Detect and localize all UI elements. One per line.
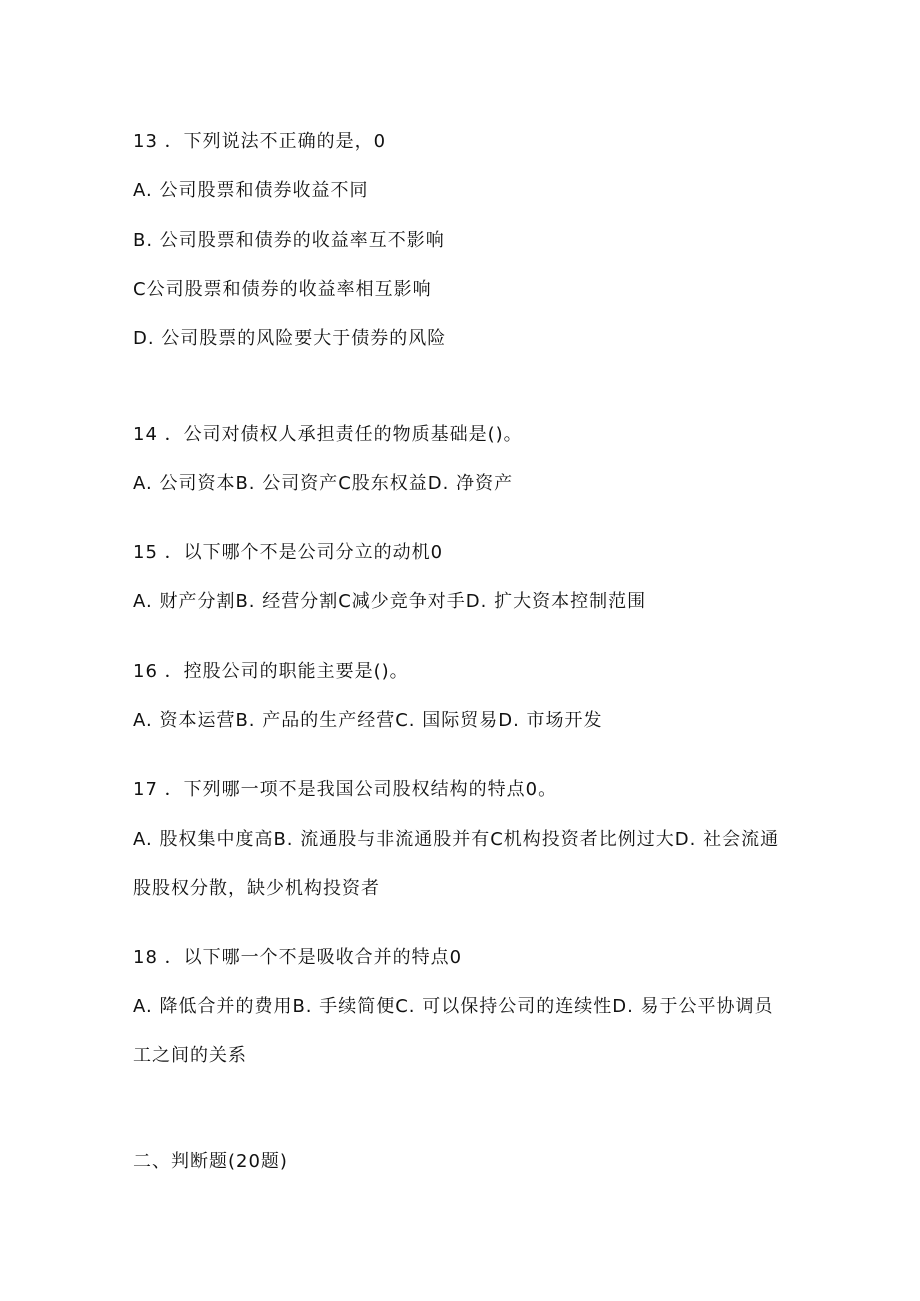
- question-stem: 18 ．以下哪一个不是吸收合并的特点0: [133, 947, 463, 968]
- option-line: D. 公司股票的风险要大于债券的风险: [133, 328, 447, 349]
- option-line: 工之间的关系: [133, 1045, 247, 1066]
- option-line: 股股权分散，缺少机构投资者: [133, 878, 380, 899]
- question-stem: 15 ．以下哪个不是公司分立的动机0: [133, 542, 444, 563]
- option-line: A. 财产分割B. 经营分割C减少竞争对手D. 扩大资本控制范围: [133, 591, 647, 612]
- option-line: A. 股权集中度高B. 流通股与非流通股并有C机构投资者比例过大D. 社会流通: [133, 829, 780, 850]
- option-line: A. 公司资本B. 公司资产C股东权益D. 净资产: [133, 473, 514, 494]
- option-line: C公司股票和债券的收益率相互影响: [133, 279, 432, 300]
- option-line: A. 资本运营B. 产品的生产经营C. 国际贸易D. 市场开发: [133, 710, 603, 731]
- section-title: 二、判断题(20题): [133, 1151, 288, 1172]
- question-stem: 17 ．下列哪一项不是我国公司股权结构的特点0。: [133, 779, 558, 800]
- question-stem: 14 ．公司对债权人承担责任的物质基础是()。: [133, 424, 523, 445]
- option-line: A. 降低合并的费用B. 手续简便C. 可以保持公司的连续性D. 易于公平协调员: [133, 996, 774, 1017]
- question-stem: 16 ．控股公司的职能主要是()。: [133, 661, 409, 682]
- question-stem: 13 ．下列说法不正确的是，0: [133, 131, 387, 152]
- option-line: B. 公司股票和债券的收益率互不影响: [133, 230, 445, 251]
- option-line: A. 公司股票和债券收益不同: [133, 180, 369, 201]
